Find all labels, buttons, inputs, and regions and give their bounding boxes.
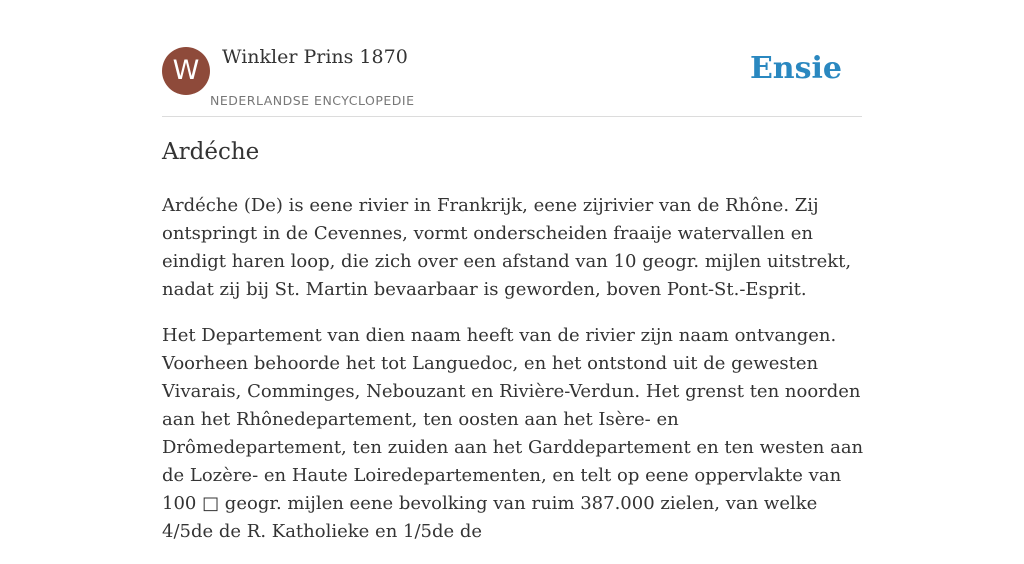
ensie-logo-link[interactable]: Ensie	[749, 51, 842, 86]
source-title[interactable]: Winkler Prins 1870	[222, 46, 408, 68]
source-header	[162, 46, 862, 117]
article-title: Ardéche	[162, 139, 260, 165]
source-avatar[interactable]: W	[162, 47, 210, 95]
article-paragraph: Het Departement van dien naam heeft van de rivier zijn naam ontvangen. Voorheen behoorde het tot Languedoc, en het ontstond uit de gewesten Vivarais, Comminges, Nebouzant en Rivière-Verdun. Het grenst ten noorden aan het Rhônedepartement, ten oosten aan het Isère- en Drômedepartement, ten zuiden aan het Garddepartement en ten westen aan de Lozère- en Haute Loiredepartementen, en telt op eene oppervlakte van 100 □ geogr. mijlen eene bevolking van ruim 387.000 zielen, van welke 4/5de de R. Katholieke en 1/5de de	[162, 325, 864, 542]
article-paragraph: Ardéche (De) is eene rivier in Frankrijk, eene zijrivier van de Rhône. Zij ontspringt in de Cevennes, vormt onderscheiden fraaije watervallen en eindigt haren loop, die zich over een afstand van 10 geogr. mijlen uitstrekt, nadat zij bij St. Martin bevaarbaar is geworden, boven Pont-St.-Esprit.	[162, 195, 852, 300]
article-body	[162, 192, 866, 564]
source-subtitle: NEDERLANDSE ENCYCLOPEDIE	[210, 93, 415, 108]
